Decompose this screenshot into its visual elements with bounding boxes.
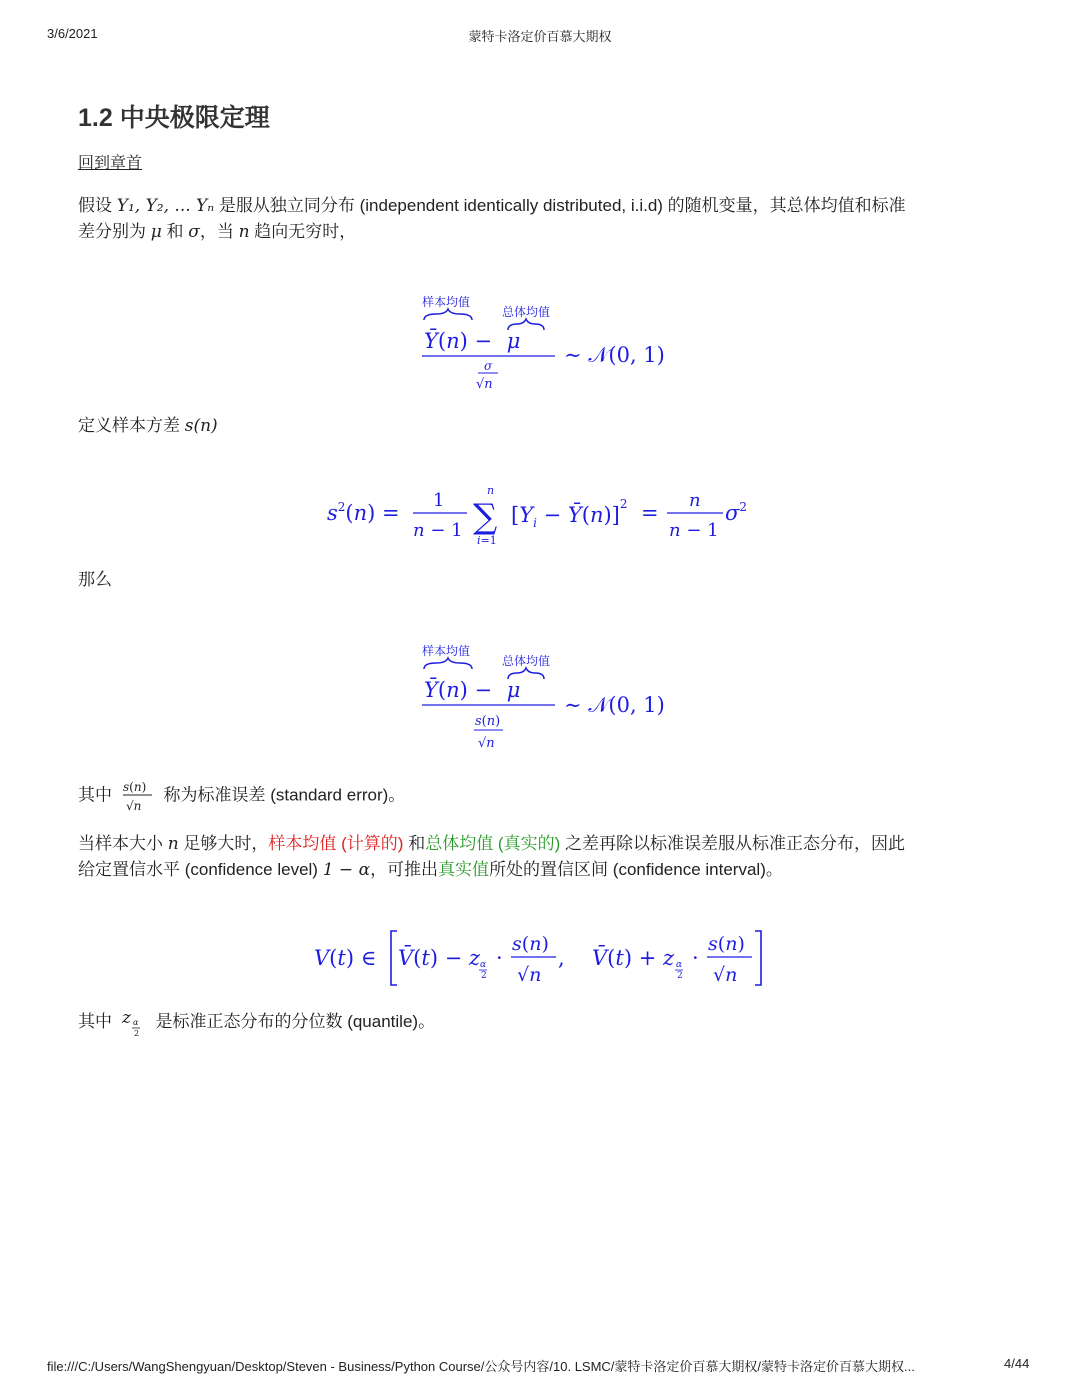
sqrt-n-ci-2: √n: [713, 964, 738, 986]
intro-text-2: 是服从独立同分布 (independent identically distributed, i.i.d) 的随机变量，其总体均值和标准: [218, 196, 906, 215]
sum-lower: i=1: [477, 534, 497, 547]
overbrace-sample-2: [424, 658, 472, 669]
sigma-small: σ: [484, 359, 493, 373]
paragraph-standard-error: [78, 778, 1008, 814]
intro-text-6: 趋向无穷时，: [254, 222, 357, 241]
paragraph-quantile: [78, 1007, 1008, 1039]
sum-symbol: ∑: [473, 497, 498, 537]
ci-lhs: V(t) ∈: [314, 946, 377, 970]
conf-text-5: 给定置信水平 (confidence level): [78, 860, 318, 879]
conf-text-7: 所处的置信区间 (confidence interval)。: [489, 860, 783, 879]
highlight-sample-mean: 样本均值 (计算的): [268, 834, 404, 853]
svg-text:α: α: [132, 1018, 139, 1027]
svg-text:2: 2: [133, 1029, 139, 1038]
file-path: file:///C:/Users/WangShengyuan/Desktop/Steven - Business/Python Course/公众号内容/10. LSMC/蒙特卡洛定价百慕大期权/蒙特卡洛定价百慕大期权...: [47, 1359, 915, 1374]
equation-variance: [325, 480, 765, 555]
intro-text-1: 假设: [78, 196, 112, 215]
sum-upper: n: [487, 484, 495, 497]
s-n-2: s(n): [708, 933, 745, 955]
intro-text-3: 差分别为: [78, 222, 146, 241]
section-title: 1.2 中央极限定理: [78, 104, 270, 132]
left-bracket: [391, 931, 397, 985]
paragraph-sample-variance: [78, 413, 1008, 439]
svg-text:√n: √n: [125, 799, 142, 813]
page-number: 4/44: [1004, 1356, 1030, 1371]
alpha-sub-1: α: [480, 960, 487, 970]
sigma-squared: $\sigma^2$: [725, 500, 747, 525]
numerator: Ȳ(n) − μ: [424, 329, 521, 353]
mu-symbol: μ: [150, 222, 162, 242]
two-sub-1: 2: [481, 971, 487, 981]
s-n-small: s(n): [475, 714, 501, 729]
frac-n-minus-1: n − 1: [413, 520, 463, 541]
sigma-symbol: σ: [188, 222, 200, 242]
ci-upper: V̄(t) + z: [592, 946, 675, 970]
normal-distribution: ∼ 𝒩(0, 1): [564, 343, 665, 367]
dot-2: ·: [692, 946, 699, 970]
numerator-2: Ȳ(n) − μ: [424, 678, 521, 702]
svg-text:z: z: [121, 1008, 131, 1028]
sqrt-n-2: √n: [478, 736, 495, 751]
print-date: 3/6/2021: [47, 26, 98, 41]
se-text-2: 称为标准误差 (standard error)。: [163, 785, 406, 805]
highlight-true-value: 真实值: [438, 860, 490, 879]
variance-text: 定义样本方差: [78, 416, 180, 435]
conf-text-2: 足够大时，: [183, 834, 269, 853]
paragraph-confidence: [78, 831, 1008, 883]
sum-body: [$Y_i$ − Ȳ(n)]$^2$: [511, 497, 628, 530]
dot-1: ·: [496, 946, 503, 970]
intro-text-4: 和: [166, 222, 184, 241]
lhs-variance: $s^2(n)$ =: [327, 500, 400, 525]
s-n-1: s(n): [512, 933, 549, 955]
conf-text-6: ，可推出: [370, 860, 439, 879]
equation-confidence-interval: [312, 925, 772, 995]
equation-standardized: [400, 637, 700, 757]
inline-z-alpha: [120, 1007, 148, 1039]
frac-n-minus-1-b: n − 1: [669, 520, 719, 541]
label-population-mean-2: 总体均值: [502, 654, 551, 668]
confidence-level: 1 − α: [322, 860, 371, 880]
inline-se-fraction: [121, 778, 155, 814]
print-title: 蒙特卡洛定价百慕大期权: [468, 29, 612, 44]
frac-n: n: [689, 490, 701, 511]
paragraph-intro: [78, 193, 1008, 245]
label-sample-mean: 样本均值: [422, 295, 471, 309]
label-population-mean: 总体均值: [502, 305, 551, 319]
sqrt-n-ci-1: √n: [517, 964, 542, 986]
n-symbol: n: [238, 222, 250, 242]
svg-text:s(n): s(n): [122, 780, 147, 794]
back-to-chapter-link[interactable]: 回到章首: [78, 155, 143, 172]
sqrt-n: √n: [476, 377, 493, 392]
conf-text-4: 之差再除以标准误差服从标准正态分布，因此: [564, 834, 905, 853]
quantile-text-1: 其中: [78, 1012, 112, 1031]
ci-lower: V̄(t) − z: [398, 946, 481, 970]
se-text-1: 其中: [78, 785, 112, 805]
overbrace-sample: [424, 309, 472, 320]
n-symbol-2: n: [167, 834, 179, 854]
equation-clt: [400, 288, 700, 398]
normal-distribution-2: ∼ 𝒩(0, 1): [564, 693, 665, 717]
paragraph-then: 那么: [78, 570, 112, 589]
quantile-text-2: 是标准正态分布的分位数 (quantile)。: [155, 1012, 436, 1031]
comma: ,: [558, 946, 565, 970]
intro-text-5: ，当: [199, 222, 234, 241]
equals: =: [641, 501, 659, 525]
random-variables: Y₁, Y₂, ... Yₙ: [116, 196, 215, 216]
two-sub-2: 2: [677, 971, 683, 981]
right-bracket: [755, 931, 761, 985]
label-sample-mean-2: 样本均值: [422, 644, 471, 658]
alpha-sub-2: α: [676, 960, 683, 970]
conf-text-3: 和: [408, 834, 426, 853]
frac-one: 1: [433, 490, 445, 511]
variance-symbol: s(n): [184, 416, 218, 436]
conf-text-1: 当样本大小: [78, 834, 163, 853]
highlight-population-mean: 总体均值 (真实的): [425, 834, 561, 853]
